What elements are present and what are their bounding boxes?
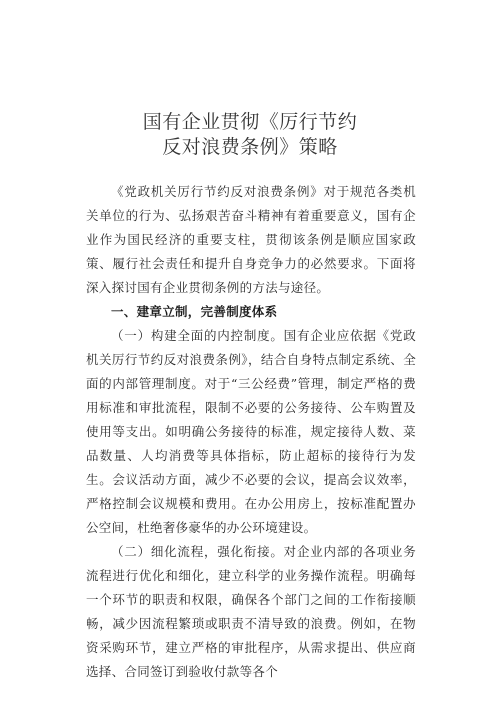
section-heading-1: 一、建章立制，完善制度体系 — [111, 304, 278, 319]
intro-paragraph: 《党政机关厉行节约反对浪费条例》对于规范各类机关单位的行为、弘扬艰苦奋斗精神有着重要意义，国有企业作为国民经济的重要支柱，贯彻该条例是顺应国家政策、履行社会责任和提升自身竞争力的必然要求。下面将深入探讨国有企业贯彻条例的方法与途径。 — [86, 184, 416, 295]
document-title-line-2: 反对浪费条例》策略 — [162, 136, 338, 158]
section1-paragraph-2: （二）细化流程，强化衔接。对企业内部的各项业务流程进行优化和细化，建立科学的业务操作流程。明确每一个环节的职责和权限，确保各个部门之间的工作衔接顺畅，减少因流程繁琐或职责不清导致的浪费。例如，在物资采购环节，建立严格的审批程序，从需求提出、供应商选择、合同签订到验收付款等各个 — [86, 544, 416, 679]
document-title-line-1: 国有企业贯彻《厉行节约 — [142, 111, 358, 133]
section1-paragraph-1: （一）构建全面的内控制度。国有企业应依据《党政机关厉行节约反对浪费条例》，结合自身特点制定系统、全面的内部管理制度。对于“三公经费”管理，制定严格的费用标准和审批流程，限制不必要的公务接待、公车购置及使用等支出。如明确公务接待的标准，规定接待人数、菜品数量、人均消费等具体指标，防止超标的接待行为发生。会议活动方面，减少不必要的会议，提高会议效率，严格控制会议规模和费用。在办公用房上，按标准配置办公空间，杜绝奢侈豪华的办公环境建设。 — [86, 328, 416, 535]
document-body — [86, 180, 416, 684]
